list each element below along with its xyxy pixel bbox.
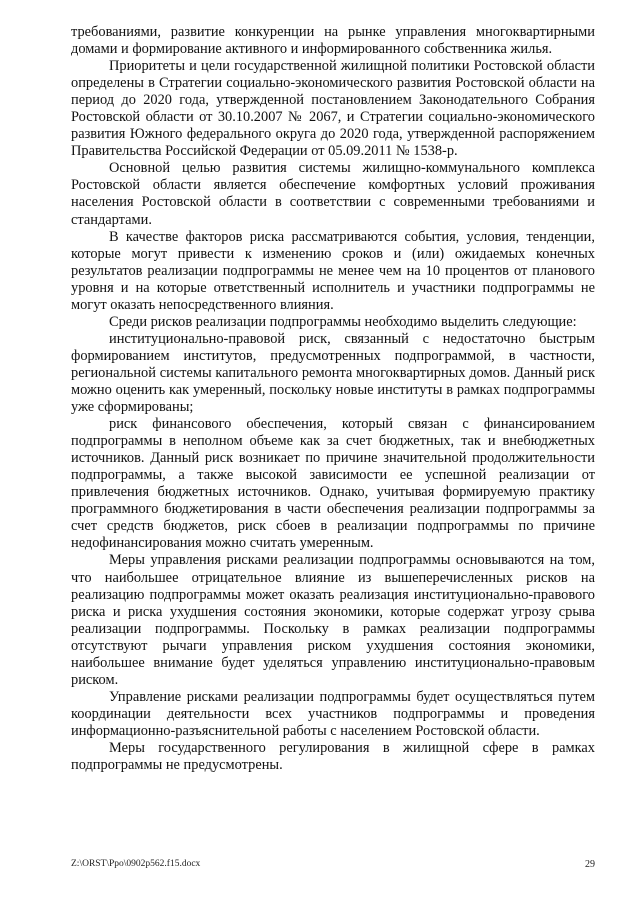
paragraph-regulation: Меры государственного регулирования в жилищной сфере в рамках подпрограммы не предусмотрены. <box>71 739 595 774</box>
paragraph-continuation: требованиями, развитие конкуренции на рынке управления многоквартирными домами и формирование активного и информированного собственника жилья. <box>71 24 595 58</box>
page-number: 29 <box>585 859 595 870</box>
paragraph-financial-risk: риск финансового обеспечения, который связан с финансированием подпрограммы в неполном объеме как за счет бюджетных, так и внебюджетных источников. Данный риск возникает по причине значительной продолжительности подпрограммы, а также высокой зависимости ее успешной реализации от привлечения бюджетных источников. Однако, учитывая формируемую практику программного бюджетирования в части обеспечения реализации подпрограммы за счет средств бюджетов, риск сбоев в реализации подпрограммы по причине недофинансирования можно считать умеренным. <box>71 416 595 552</box>
footer-file-path: Z:\ORST\Ppo\0902p562.f15.docx <box>71 859 201 869</box>
paragraph-priorities: Приоритеты и цели государственной жилищной политики Ростовской области определены в Стратегии социально-экономического развития Ростовской области на период до 2020 года, утвержденной постановлением Законодательного Собрания Ростовской области от 30.10.2007 № 2067, и Стратегии социально-экономического развития Южного федерального округа до 2020 года, утвержденной распоряжением Правительства Российской Федерации от 05.09.2011 № 1538-р. <box>71 58 595 160</box>
paragraph-institutional-risk: институционально-правовой риск, связанный с недостаточно быстрым формированием институтов, предусмотренных подпрограммой, в частности, региональной системы капитального ремонта многоквартирных домов. Данный риск можно оценить как умеренный, поскольку новые институты в рамках подпрограммы уже сформированы; <box>71 330 595 416</box>
paragraph-coordination: Управление рисками реализации подпрограммы будет осуществляться путем координации деятельности всех участников подпрограммы и проведения информационно-разъяснительной работы с населением Ростовской области. <box>71 688 595 739</box>
paragraph-main-goal: Основной целью развития системы жилищно-коммунального комплекса Ростовской области является обеспечение комфортных условий проживания населения Ростовской области в соответствии с современными требованиями и стандартами. <box>71 160 595 228</box>
paragraph-risk-management: Меры управления рисками реализации подпрограммы основываются на том, что наибольшее отрицательное влияние из вышеперечисленных рисков на реализацию подпрограммы может оказать реализация институционально-правового риска и риска ухудшения состояния экономики, которые содержат угрозу срыва реализации подпрограммы. Поскольку в рамках реализации подпрограммы отсутствуют рычаги управления риском ухудшения состояния экономики, наибольшее внимание будет уделяться управлению институционально-правовым риском. <box>71 552 595 688</box>
paragraph-risks-intro: Среди рисков реализации подпрограммы необходимо выделить следующие: <box>109 313 577 330</box>
paragraph-risk-factors: В качестве факторов риска рассматриваются события, условия, тенденции, которые могут привести к изменению сроков и (или) ожидаемых конечных результатов реализации подпрограммы не менее чем на 10 процентов от планового уровня и на которые ответственный исполнитель и участники подпрограммы не могут оказать непосредственного влияния. <box>71 228 595 313</box>
body-text <box>71 24 595 774</box>
